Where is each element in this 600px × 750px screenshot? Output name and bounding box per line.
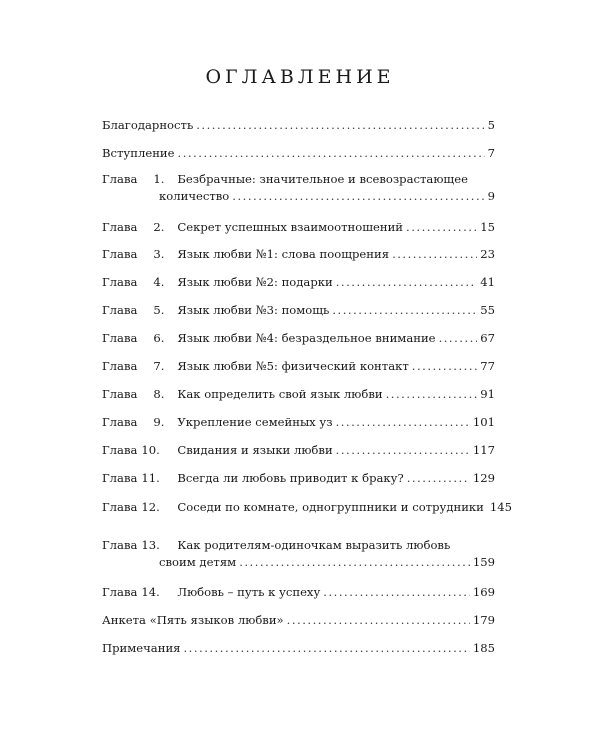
chapter-title: Язык любви №5: физический контакт [177, 359, 409, 373]
leader-dots [196, 117, 484, 133]
toc-entry-chapter-1[interactable] [102, 171, 495, 187]
chapter-title-line2: количество [159, 189, 230, 203]
chapter-title: Язык любви №2: подарки [177, 275, 333, 289]
chapter-title: Язык любви №4: безраздельное внимание [177, 331, 436, 345]
toc-page-number: 15 [480, 220, 495, 234]
chapter-prefix: Глава [102, 387, 138, 401]
chapter-title: Любовь – путь к успеху [177, 585, 321, 599]
chapter-number: 2. [153, 220, 165, 234]
leader-dots [287, 612, 470, 628]
chapter-prefix: Глава [102, 359, 138, 373]
chapter-number: 3. [153, 247, 165, 261]
toc-entry-questionnaire[interactable] [102, 612, 495, 628]
leader-dots [406, 219, 477, 235]
toc-entry-chapter-6[interactable] [102, 330, 495, 346]
chapter-prefix: Глава [102, 471, 138, 485]
leader-dots [386, 386, 478, 402]
chapter-number: 12. [141, 500, 160, 514]
toc-entry-chapter-13[interactable] [102, 537, 495, 553]
leader-dots [183, 640, 469, 656]
chapter-number: 7. [153, 359, 165, 373]
toc-entry-chapter-10[interactable] [102, 442, 495, 458]
toc-entry-chapter-11[interactable] [102, 470, 495, 486]
toc-entry-label: Благодарность [102, 118, 194, 132]
chapter-title: Как определить свой язык любви [177, 387, 383, 401]
toc-page-number: 9 [487, 189, 495, 203]
chapter-prefix: Глава [102, 247, 138, 261]
chapter-number: 6. [153, 331, 165, 345]
chapter-prefix: Глава [102, 585, 138, 599]
toc-page-number: 159 [472, 555, 495, 569]
leader-dots [336, 442, 470, 458]
chapter-title: Всегда ли любовь приводит к браку? [177, 471, 404, 485]
toc-page-number: 7 [487, 146, 495, 160]
chapter-number: 14. [141, 585, 160, 599]
toc-entry-label: Вступление [102, 146, 175, 160]
toc-entry-chapter-9[interactable] [102, 414, 495, 430]
chapter-title-line1: Безбрачные: значительное и всевозрастающее [177, 172, 468, 186]
chapter-prefix: Глава [102, 220, 138, 234]
toc-entry-chapter-8[interactable] [102, 386, 495, 402]
toc-entry-notes[interactable] [102, 640, 495, 656]
toc-page-number: 117 [472, 443, 495, 457]
leader-dots [392, 246, 477, 262]
chapter-prefix: Глава [102, 538, 138, 552]
chapter-prefix: Глава [102, 303, 138, 317]
chapter-number: 10. [141, 443, 160, 457]
toc-page-number: 41 [480, 275, 495, 289]
chapter-prefix: Глава [102, 331, 138, 345]
toc-entry-chapter-2[interactable] [102, 219, 495, 235]
toc-entry-chapter-5[interactable] [102, 302, 495, 318]
toc-entry-chapter-7[interactable] [102, 358, 495, 374]
chapter-prefix: Глава [102, 415, 138, 429]
toc-page-number: 129 [472, 471, 495, 485]
chapter-title: Соседи по комнате, одногруппники и сотрудники [177, 500, 484, 514]
toc-entry-label: Примечания [102, 641, 181, 655]
toc-page-number: 101 [472, 415, 495, 429]
leader-dots [412, 358, 477, 374]
toc-page-number: 55 [480, 303, 495, 317]
toc-entry-acknowledgements[interactable] [102, 117, 495, 133]
toc-page-number: 91 [480, 387, 495, 401]
toc-page-number: 169 [472, 585, 495, 599]
chapter-prefix: Глава [102, 275, 138, 289]
toc-page-number: 179 [472, 613, 495, 627]
toc-page-number: 23 [480, 247, 495, 261]
leader-dots [439, 330, 478, 346]
chapter-prefix: Глава [102, 500, 138, 514]
leader-dots [323, 584, 470, 600]
chapter-number: 4. [153, 275, 165, 289]
leader-dots [332, 302, 477, 318]
chapter-title-line1: Как родителям-одиночкам выразить любовь [177, 538, 451, 552]
toc-page-number: 145 [489, 500, 513, 514]
chapter-number: 11. [141, 471, 160, 485]
chapter-title: Укрепление семейных уз [177, 415, 333, 429]
toc-entry-chapter-3[interactable] [102, 246, 495, 262]
toc-entry-label: Анкета «Пять языков любви» [102, 613, 284, 627]
toc-entry-chapter-1-cont[interactable] [102, 188, 495, 204]
chapter-number: 1. [153, 172, 165, 186]
page-title: ОГЛАВЛЕНИЕ [205, 66, 395, 88]
chapter-number: 5. [153, 303, 165, 317]
chapter-title: Язык любви №1: слова поощрения [177, 247, 390, 261]
toc-page-number: 5 [487, 118, 495, 132]
chapter-prefix: Глава [102, 172, 138, 186]
chapter-title: Секрет успешных взаимоотношений [177, 220, 404, 234]
chapter-title: Язык любви №3: помощь [177, 303, 330, 317]
toc-entry-chapter-14[interactable] [102, 584, 495, 600]
chapter-title-line2: своим детям [159, 555, 237, 569]
toc-entry-chapter-13-cont[interactable] [102, 554, 495, 570]
toc-entry-introduction[interactable] [102, 145, 495, 161]
leader-dots [336, 274, 478, 290]
chapter-number: 9. [153, 415, 165, 429]
leader-dots [336, 414, 470, 430]
leader-dots [178, 145, 485, 161]
toc-page-number: 185 [472, 641, 495, 655]
leader-dots [407, 470, 470, 486]
leader-dots [232, 188, 484, 204]
leader-dots [239, 554, 470, 570]
chapter-number: 13. [141, 538, 160, 552]
toc-entry-chapter-4[interactable] [102, 274, 495, 290]
toc-page-number: 77 [480, 359, 495, 373]
toc-page-number: 67 [480, 331, 495, 345]
chapter-number: 8. [153, 387, 165, 401]
toc-entry-chapter-12[interactable] [102, 499, 513, 515]
chapter-title: Свидания и языки любви [177, 443, 333, 457]
chapter-prefix: Глава [102, 443, 138, 457]
